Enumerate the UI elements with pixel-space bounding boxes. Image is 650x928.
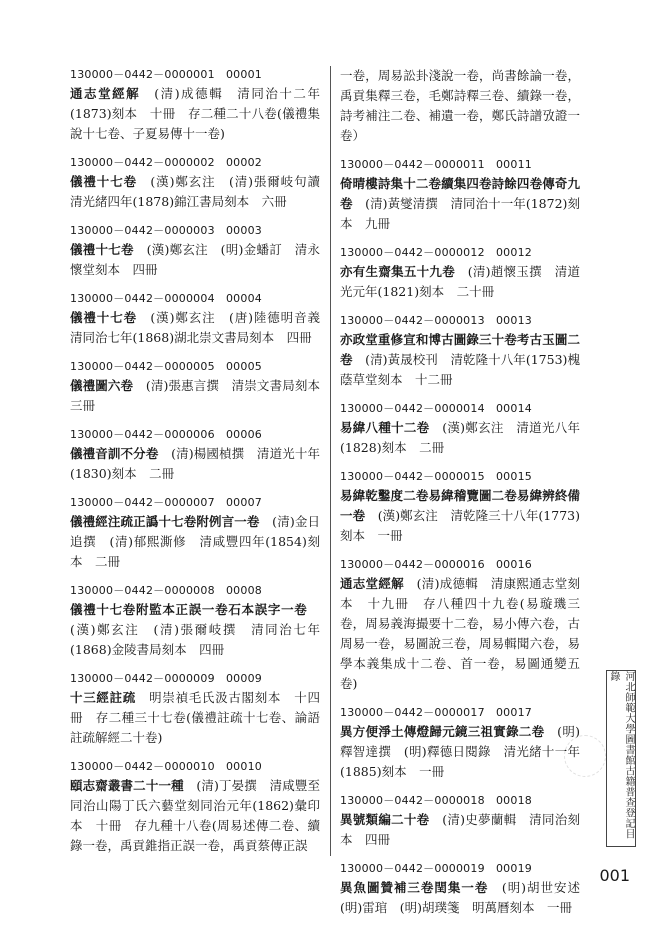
entry-body <box>70 512 320 572</box>
entry-body <box>70 776 320 856</box>
catalog-entry <box>70 358 333 416</box>
entry-body <box>340 486 580 546</box>
entry-title: 儀禮音訓不分卷 <box>70 446 159 461</box>
entry-id: 130000－0442－0000001 00001 <box>70 68 262 81</box>
catalog-entry <box>70 758 320 856</box>
catalog-entry <box>70 290 333 348</box>
entry-body <box>340 722 580 782</box>
entry-details: (清)成德輯 清康熙通志堂刻本 十九冊 存八種四十九卷(易璇璣三卷，周易義海撮要十二卷，易小傳六卷，古周易一卷，易圖說三卷，周易輯聞六卷，易學本義集成十二卷、首一卷，易圖通變五卷) <box>340 576 580 691</box>
entry-title: 儀禮經注疏正譌十七卷附例言一卷 <box>70 514 260 529</box>
entry-title: 儀禮十七卷 <box>70 174 137 189</box>
entry-body <box>340 174 580 234</box>
entry-id: 130000－0442－0000015 00015 <box>340 470 532 483</box>
entry-details: (清)趙懷玉撰 清道光元年(1821)刻本 二十冊 <box>340 264 580 299</box>
entry-title: 儀禮十七卷附監本正誤一卷石本誤字一卷 <box>70 602 308 617</box>
entry-details: (明)胡世安述 (明)雷琯 (明)胡璞箋 明萬曆刻本 一冊 <box>340 880 593 915</box>
entry-id: 130000－0442－0000017 00017 <box>340 706 532 719</box>
entry-title: 儀禮十七卷 <box>70 242 134 257</box>
entry-body <box>70 84 320 144</box>
entry-id: 130000－0442－0000004 00004 <box>70 292 262 305</box>
catalog-entry <box>340 704 580 782</box>
entry-title: 異號類編二十卷 <box>340 812 430 827</box>
entry-body <box>70 444 320 484</box>
catalog-entry <box>70 426 320 484</box>
entry-body <box>70 600 320 660</box>
entry-details: 明崇禎毛氏汲古閣刻本 十四冊 存二種三十七卷(儀禮註疏十七卷、論語註疏解經二十卷) <box>70 690 320 745</box>
catalog-entry <box>70 154 333 212</box>
entry-id: 130000－0442－0000007 00007 <box>70 496 262 509</box>
catalog-entry <box>340 792 580 850</box>
entry-details: (漢)鄭玄注 (清)張爾岐撰 清同治七年(1868)金陵書局刻本 四冊 <box>70 602 320 657</box>
entry-body <box>340 878 593 918</box>
catalog-entry <box>340 156 580 234</box>
entry-id: 130000－0442－0000005 00005 <box>70 360 262 373</box>
entry-body <box>340 262 580 302</box>
catalog-entry <box>340 860 593 918</box>
entry-body <box>70 240 320 280</box>
entry-title: 異方便淨土傳燈歸元鏡三祖實錄二卷 <box>340 724 545 739</box>
entry-id: 130000－0442－0000019 00019 <box>340 862 532 875</box>
entry-title: 亦有生齋集五十九卷 <box>340 264 455 279</box>
catalog-entry <box>70 66 320 144</box>
catalog-entry <box>340 468 580 546</box>
entry-details: (清)成德輯 清同治十二年(1873)刻本 十冊 存二種二十八卷(儀禮集說十七卷、子夏易傳十一卷) <box>70 86 320 141</box>
catalog-entry <box>340 556 580 694</box>
library-seal-icon <box>564 735 606 777</box>
entry-title: 異魚圖贊補三卷閏集一卷 <box>340 880 489 895</box>
entry-id: 130000－0442－0000009 00009 <box>70 672 262 685</box>
left-column <box>70 66 333 866</box>
entry-title: 通志堂經解 <box>340 576 404 591</box>
entry-body <box>340 810 580 850</box>
entry-title: 通志堂經解 <box>70 86 141 101</box>
entry-details: (漢)鄭玄注 (清)張爾岐句讀 清光緒四年(1878)錦江書局刻本 六冊 <box>70 174 333 209</box>
entry-title: 頤志齋叢書二十一種 <box>70 778 184 793</box>
entry-body <box>70 308 333 348</box>
entry-body <box>70 172 333 212</box>
entry-body <box>340 418 580 458</box>
catalog-side-label <box>606 670 636 847</box>
entry-details: (清)金日追撰 (清)郁熙澌修 清咸豐四年(1854)刻本 二冊 <box>70 514 320 569</box>
entry-title: 儀禮圖六卷 <box>70 378 134 393</box>
entry-title: 倚晴樓詩集十二卷續集四卷詩餘四卷傳奇九卷 <box>340 176 580 211</box>
entry-id: 130000－0442－0000013 00013 <box>340 314 532 327</box>
entry-details: (明)釋智達撰 (明)釋德日閱錄 清光緒十一年(1885)刻本 一冊 <box>340 724 580 779</box>
entry-id: 130000－0442－0000014 00014 <box>340 402 532 415</box>
entry-id: 130000－0442－0000002 00002 <box>70 156 262 169</box>
entry-details: (清)黃晟校刊 清乾隆十八年(1753)槐蔭草堂刻本 十二冊 <box>340 352 580 387</box>
entry-body <box>70 376 333 416</box>
catalog-entry <box>340 312 580 390</box>
catalog-entry <box>70 222 320 280</box>
entry-details: (漢)鄭玄注 (明)金蟠訂 清永懷堂刻本 四冊 <box>70 242 320 277</box>
side-label-text: 河北師範大學圖書館古籍普查登記目錄 <box>608 671 634 839</box>
entry-details: (清)黃燮清撰 清同治十一年(1872)刻本 九冊 <box>340 196 580 231</box>
entry-details: (漢)鄭玄注 (唐)陸德明音義 清同治七年(1868)湖北崇文書局刻本 四冊 <box>70 310 333 345</box>
entry-body <box>70 688 320 748</box>
entry-id: 130000－0442－0000008 00008 <box>70 584 262 597</box>
entry-id: 130000－0442－0000018 00018 <box>340 794 532 807</box>
entry-title: 十三經註疏 <box>70 690 136 705</box>
entry-details: (漢)鄭玄注 清道光八年(1828)刻本 二冊 <box>340 420 580 455</box>
catalog-entry <box>340 400 580 458</box>
page-number: 001 <box>599 866 630 885</box>
entry-id: 130000－0442－0000003 00003 <box>70 224 262 237</box>
entry-body <box>340 330 580 390</box>
entry-details: (漢)鄭玄注 清乾隆三十八年(1773)刻本 一冊 <box>340 508 580 543</box>
catalog-entry <box>340 244 580 302</box>
catalog-entry <box>70 494 320 572</box>
continuation-text: 一卷，周易訟卦淺說一卷，尚書餘論一卷，禹貢集釋三卷，毛鄭詩釋三卷、續錄一卷，詩考補注二卷、補遺一卷，鄭氏詩譜攷證一卷） <box>340 68 580 143</box>
entry-id: 130000－0442－0000011 00011 <box>340 158 532 171</box>
entry-details: (清)史夢蘭輯 清同治刻本 四冊 <box>340 812 580 847</box>
entry-id: 130000－0442－0000012 00012 <box>340 246 532 259</box>
entry-title: 易緯乾鑿度二卷易緯稽覽圖二卷易緯辨終備一卷 <box>340 488 580 523</box>
catalog-entry <box>70 670 320 748</box>
entry-details: (清)丁晏撰 清咸豐至同治山陽丁氏六藝堂刻同治元年(1862)彙印本 十冊 存九種十八卷(周易述傳二卷、續錄一卷，禹貢錐指正誤一卷，禹貢蔡傳正誤 <box>70 778 320 853</box>
entry-title: 亦政堂重修宣和博古圖錄三十卷考古玉圖二卷 <box>340 332 580 367</box>
catalog-entry <box>70 582 320 660</box>
entry-details: (清)楊國楨撰 清道光十年(1830)刻本 二冊 <box>70 446 320 481</box>
entry-id: 130000－0442－0000016 00016 <box>340 558 532 571</box>
entry-id: 130000－0442－0000010 00010 <box>70 760 262 773</box>
right-column <box>340 66 593 928</box>
entry-title: 易緯八種十二卷 <box>340 420 430 435</box>
entry-title: 儀禮十七卷 <box>70 310 137 325</box>
entry-body <box>340 574 580 694</box>
entry-id: 130000－0442－0000006 00006 <box>70 428 262 441</box>
entry-details: (清)張惠言撰 清崇文書局刻本 三冊 <box>70 378 333 413</box>
